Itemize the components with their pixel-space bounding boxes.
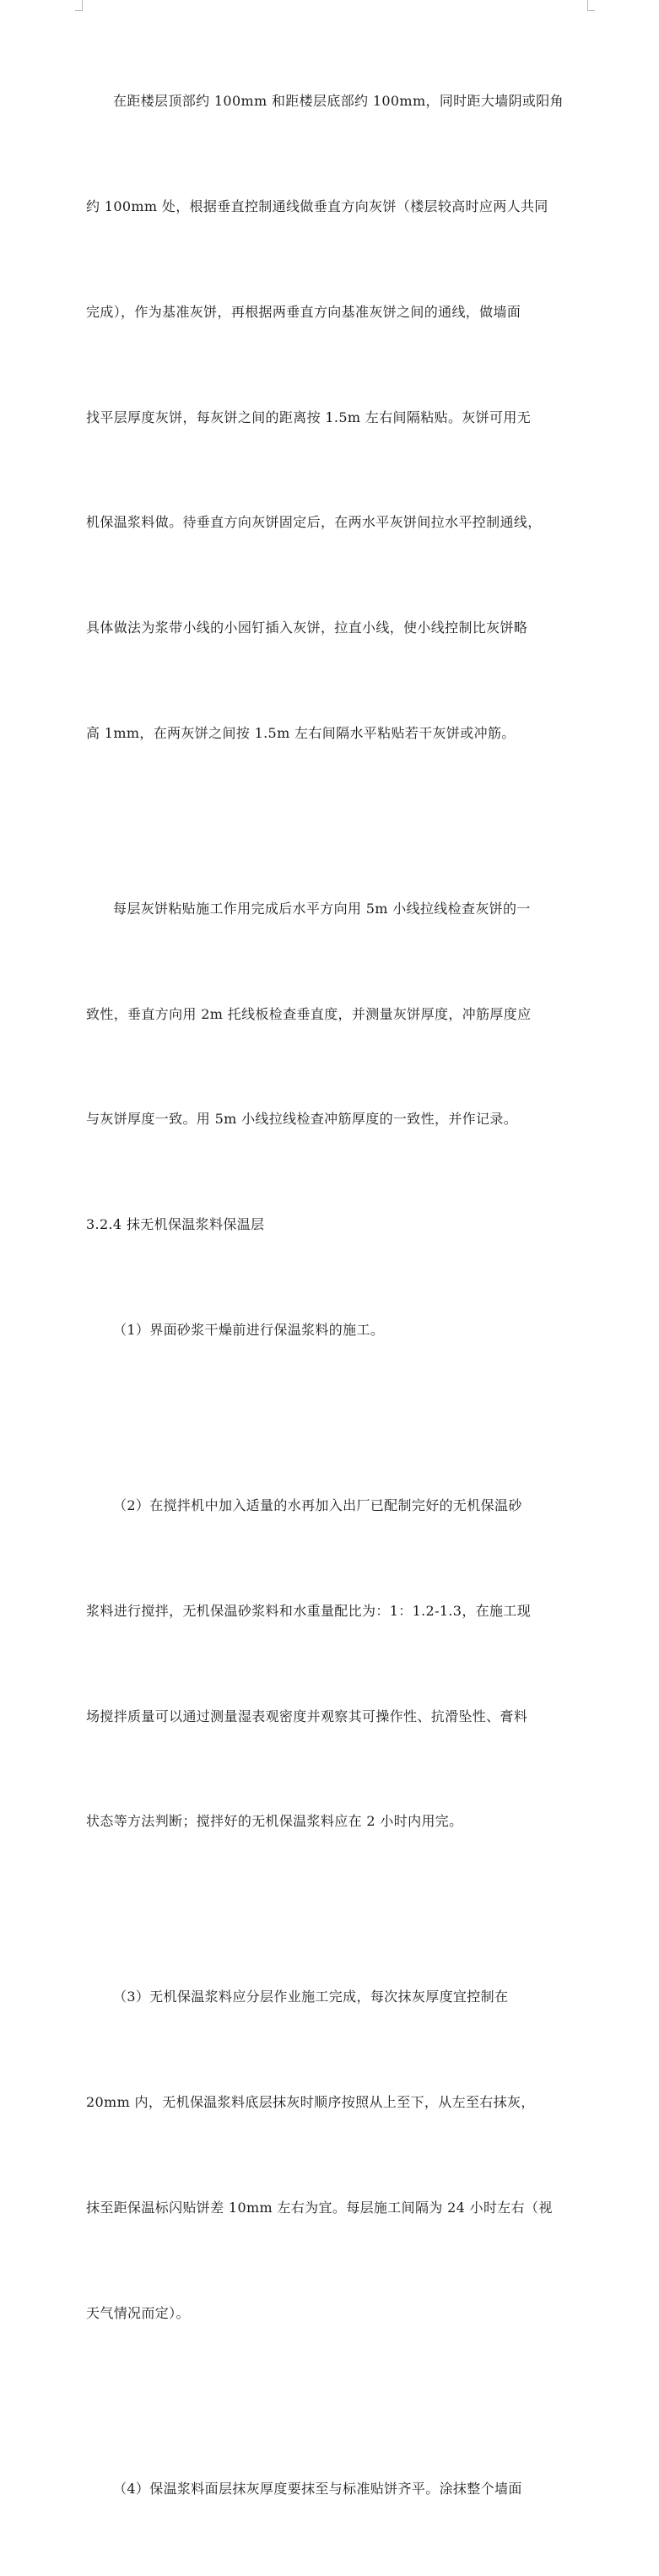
text-line: 20mm 内，无机保温浆料底层抹灰时顺序按照从上至下，从左至右抹灰， [86, 2094, 535, 2111]
text-line: 在距楼层顶部约 100mm 和距楼层底部约 100mm，同时距大墙阴或阳角 [113, 93, 564, 110]
text-line: （1）界面砂浆干燥前进行保温浆料的施工。 [113, 1321, 385, 1338]
text-line: 机保温浆料做。待垂直方向灰饼固定后，在两水平灰饼间拉水平控制通线， [86, 514, 542, 531]
text-line: 浆料进行搅拌，无机保温砂浆料和水重量配比为：1：1.2-1.3，在施工现 [86, 1602, 532, 1619]
text-line: 具体做法为浆带小线的小园钉插入灰饼，拉直小线，使小线控制比灰饼略 [86, 620, 528, 636]
text-line: 场搅拌质量可以通过测量湿表观密度并观察其可操作性、抗滑坠性、膏料 [86, 1707, 528, 1724]
text-line: 约 100mm 处，根据垂直控制通线做垂直方向灰饼（楼层较高时应两人共同 [86, 198, 548, 214]
text-line: 找平层厚度灰饼，每灰饼之间的距离按 1.5m 左右间隔粘贴。灰饼可用无 [86, 409, 532, 425]
page-corner-mark-right [587, 0, 595, 11]
text-line: （2）在搅拌机中加入适量的水再加入出厂已配制完好的无机保温砂 [113, 1496, 522, 1513]
section-heading: 3.2.4 抹无机保温浆料保温层 [86, 1216, 265, 1233]
list-item-3 [86, 1909, 586, 2400]
text-line: （3）无机保温浆料应分层作业施工完成，每次抹灰厚度宜控制在 [113, 1989, 509, 2005]
paragraph-2 [86, 821, 586, 1208]
paragraph-1 [86, 14, 586, 821]
text-line: 状态等方法判断；搅拌好的无机保温浆料应在 2 小时内用完。 [86, 1813, 463, 1830]
text-line: 天气情况而定）。 [86, 2304, 190, 2321]
list-item-2 [86, 1418, 586, 1909]
text-line: 完成），作为基准灰饼，再根据两垂直方向基准灰饼之间的通线，做墙面 [86, 303, 521, 320]
text-line: 致性，垂直方向用 2m 托线板检查垂直度，并测量灰饼厚度，冲筋厚度应 [86, 1005, 532, 1022]
page-corner-mark-left [75, 0, 83, 11]
text-line: 与灰饼厚度一致。用 5m 小线拉线检查冲筋厚度的一致性，并作记录。 [86, 1111, 518, 1128]
text-line: 每层灰饼粘贴施工作用完成后水平方向用 5m 小线拉线检查灰饼的一 [113, 900, 531, 917]
document-body[interactable] [86, 14, 586, 2576]
text-line: 高 1mm，在两灰饼之间按 1.5m 左右间隔水平粘贴若干灰饼或冲筋。 [86, 724, 516, 741]
text-line: （4）保温浆料面层抹灰厚度要抹至与标准贴饼齐平。涂抹整个墙面 [113, 2480, 522, 2497]
list-item-1 [86, 1242, 586, 1418]
list-item-4 [86, 2400, 586, 2576]
text-line: 抹至距保温标闪贴饼差 10mm 左右为宜。每层施工间隔为 24 小时左右（视 [86, 2199, 553, 2216]
